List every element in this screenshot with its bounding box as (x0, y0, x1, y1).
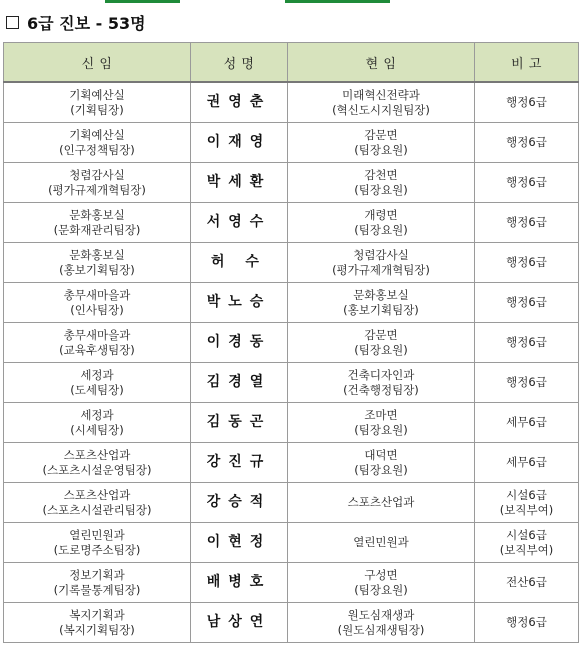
current-post-cell (288, 243, 475, 283)
note-cell (475, 203, 579, 243)
new-post-cell (4, 523, 191, 563)
new-post-cell (4, 123, 191, 163)
new-team: (기획팀장) (70, 102, 124, 117)
table-body (4, 82, 579, 643)
current-post-cell (288, 563, 475, 603)
table-row (4, 123, 579, 163)
job-grade: 행정6급 (506, 175, 547, 189)
new-department: 총무새마을과 (63, 287, 131, 302)
note-detail: (보직부여) (499, 502, 554, 517)
job-grade: 행정6급 (506, 215, 547, 229)
person-name: 서영수 (191, 203, 288, 243)
new-team: (시세팀장) (70, 422, 124, 437)
note-cell (475, 483, 579, 523)
table-row (4, 243, 579, 283)
current-post-cell (288, 443, 475, 483)
current-post-cell (288, 203, 475, 243)
person-name: 남상연 (191, 603, 288, 643)
new-department: 스포츠산업과 (63, 447, 131, 462)
current-department: 미래혁신전략과 (342, 87, 420, 102)
note-cell (475, 82, 579, 123)
new-team: (기록물통계팀장) (53, 582, 141, 597)
current-post-cell (288, 483, 475, 523)
note-cell (475, 323, 579, 363)
note-cell (475, 403, 579, 443)
new-post-cell (4, 163, 191, 203)
table-row (4, 483, 579, 523)
person-name: 강진규 (191, 443, 288, 483)
note-cell (475, 523, 579, 563)
new-post-cell (4, 82, 191, 123)
note-cell (475, 603, 579, 643)
section-heading (6, 10, 146, 34)
table-row (4, 523, 579, 563)
job-grade: 행정6급 (506, 335, 547, 349)
person-name: 이경동 (191, 323, 288, 363)
top-border-segment (285, 0, 390, 3)
current-team: (팀장요원) (354, 142, 408, 157)
person-name: 이현정 (191, 523, 288, 563)
new-department: 총무새마을과 (63, 327, 131, 342)
current-post-cell (288, 163, 475, 203)
person-name: 김경열 (191, 363, 288, 403)
section-title: 6급 진보 - 53명 (27, 13, 146, 33)
note-detail: (보직부여) (499, 542, 554, 557)
new-team: (도로명주소팀장) (53, 542, 141, 557)
new-team: (스포츠시설운영팀장) (42, 462, 152, 477)
person-name: 이재영 (191, 123, 288, 163)
header-current-post: 현 임 (288, 43, 475, 83)
current-post-cell (288, 283, 475, 323)
current-team: (팀장요원) (354, 422, 408, 437)
current-team: (홍보기획팀장) (343, 302, 419, 317)
job-grade: 행정6급 (506, 255, 547, 269)
person-name: 강승적 (191, 483, 288, 523)
current-post-cell (288, 82, 475, 123)
new-department: 스포츠산업과 (63, 487, 131, 502)
current-department: 스포츠산업과 (347, 495, 415, 509)
current-post-cell (288, 123, 475, 163)
job-grade: 행정6급 (506, 295, 547, 309)
new-post-cell (4, 283, 191, 323)
current-department: 조마면 (364, 407, 398, 422)
table-row (4, 363, 579, 403)
current-department: 개령면 (364, 207, 398, 222)
table-row (4, 443, 579, 483)
top-border-segment (105, 0, 180, 3)
current-department: 문화홍보실 (353, 287, 409, 302)
current-team: (팀장요원) (354, 342, 408, 357)
note-cell (475, 563, 579, 603)
current-department: 건축디자인과 (347, 367, 415, 382)
header-note: 비 고 (475, 43, 579, 83)
new-post-cell (4, 483, 191, 523)
new-post-cell (4, 363, 191, 403)
new-department: 문화홍보실 (69, 207, 125, 222)
table-row (4, 603, 579, 643)
current-department: 청렴감사실 (353, 247, 409, 262)
new-department: 기획예산실 (69, 127, 125, 142)
new-post-cell (4, 443, 191, 483)
new-team: (홍보기획팀장) (59, 262, 135, 277)
current-team: (원도심재생팀장) (337, 622, 425, 637)
current-department: 감천면 (364, 167, 398, 182)
note-cell (475, 443, 579, 483)
job-grade: 행정6급 (506, 135, 547, 149)
current-team: (혁신도시지원팀장) (332, 102, 430, 117)
new-department: 복지기획과 (69, 607, 125, 622)
current-team: (팀장요원) (354, 582, 408, 597)
current-department: 감문면 (364, 127, 398, 142)
new-team: (문화재관리팀장) (53, 222, 141, 237)
new-department: 열린민원과 (69, 527, 125, 542)
current-post-cell (288, 523, 475, 563)
job-grade: 시설6급 (506, 487, 547, 502)
current-team: (팀장요원) (354, 182, 408, 197)
current-post-cell (288, 603, 475, 643)
new-department: 세정과 (80, 367, 114, 382)
table-row (4, 283, 579, 323)
note-cell (475, 283, 579, 323)
job-grade: 행정6급 (506, 95, 547, 109)
current-department: 대덕면 (364, 447, 398, 462)
new-post-cell (4, 203, 191, 243)
person-name: 권영춘 (191, 82, 288, 123)
checkbox-square-icon (6, 16, 19, 29)
table-row (4, 203, 579, 243)
current-post-cell (288, 363, 475, 403)
table-row (4, 82, 579, 123)
new-post-cell (4, 403, 191, 443)
person-name: 배병호 (191, 563, 288, 603)
new-team: (도세팀장) (70, 382, 124, 397)
new-team: (인사팀장) (70, 302, 124, 317)
new-department: 문화홍보실 (69, 247, 125, 262)
new-post-cell (4, 323, 191, 363)
header-name: 성 명 (191, 43, 288, 83)
table-row (4, 563, 579, 603)
table-row (4, 403, 579, 443)
note-cell (475, 163, 579, 203)
new-department: 청렴감사실 (69, 167, 125, 182)
job-grade: 세무6급 (506, 415, 547, 429)
current-team: (팀장요원) (354, 462, 408, 477)
person-name: 허 수 (191, 243, 288, 283)
current-team: (평가규제개혁팀장) (332, 262, 430, 277)
top-border (0, 0, 580, 3)
current-department: 열린민원과 (353, 535, 409, 549)
new-team: (복지기획팀장) (59, 622, 135, 637)
new-post-cell (4, 243, 191, 283)
current-department: 원도심재생과 (347, 607, 415, 622)
current-post-cell (288, 323, 475, 363)
new-team: (교육후생팀장) (59, 342, 135, 357)
job-grade: 세무6급 (506, 455, 547, 469)
job-grade: 시설6급 (506, 527, 547, 542)
new-post-cell (4, 563, 191, 603)
new-department: 정보기획과 (69, 567, 125, 582)
new-team: (스포츠시설관리팀장) (42, 502, 152, 517)
current-department: 구성면 (364, 567, 398, 582)
header-row (4, 43, 579, 83)
job-grade: 행정6급 (506, 375, 547, 389)
current-team: (팀장요원) (354, 222, 408, 237)
personnel-table (3, 42, 579, 643)
job-grade: 행정6급 (506, 615, 547, 629)
note-cell (475, 363, 579, 403)
current-post-cell (288, 403, 475, 443)
new-post-cell (4, 603, 191, 643)
note-cell (475, 243, 579, 283)
person-name: 김동곤 (191, 403, 288, 443)
current-department: 감문면 (364, 327, 398, 342)
job-grade: 전산6급 (506, 575, 547, 589)
new-department: 기획예산실 (69, 87, 125, 102)
current-team: (건축행정팀장) (343, 382, 419, 397)
person-name: 박세환 (191, 163, 288, 203)
new-department: 세정과 (80, 407, 114, 422)
header-new-post: 신 임 (4, 43, 191, 83)
person-name: 박노승 (191, 283, 288, 323)
table-row (4, 163, 579, 203)
new-team: (평가규제개혁팀장) (48, 182, 146, 197)
note-cell (475, 123, 579, 163)
new-team: (인구정책팀장) (59, 142, 135, 157)
table-row (4, 323, 579, 363)
